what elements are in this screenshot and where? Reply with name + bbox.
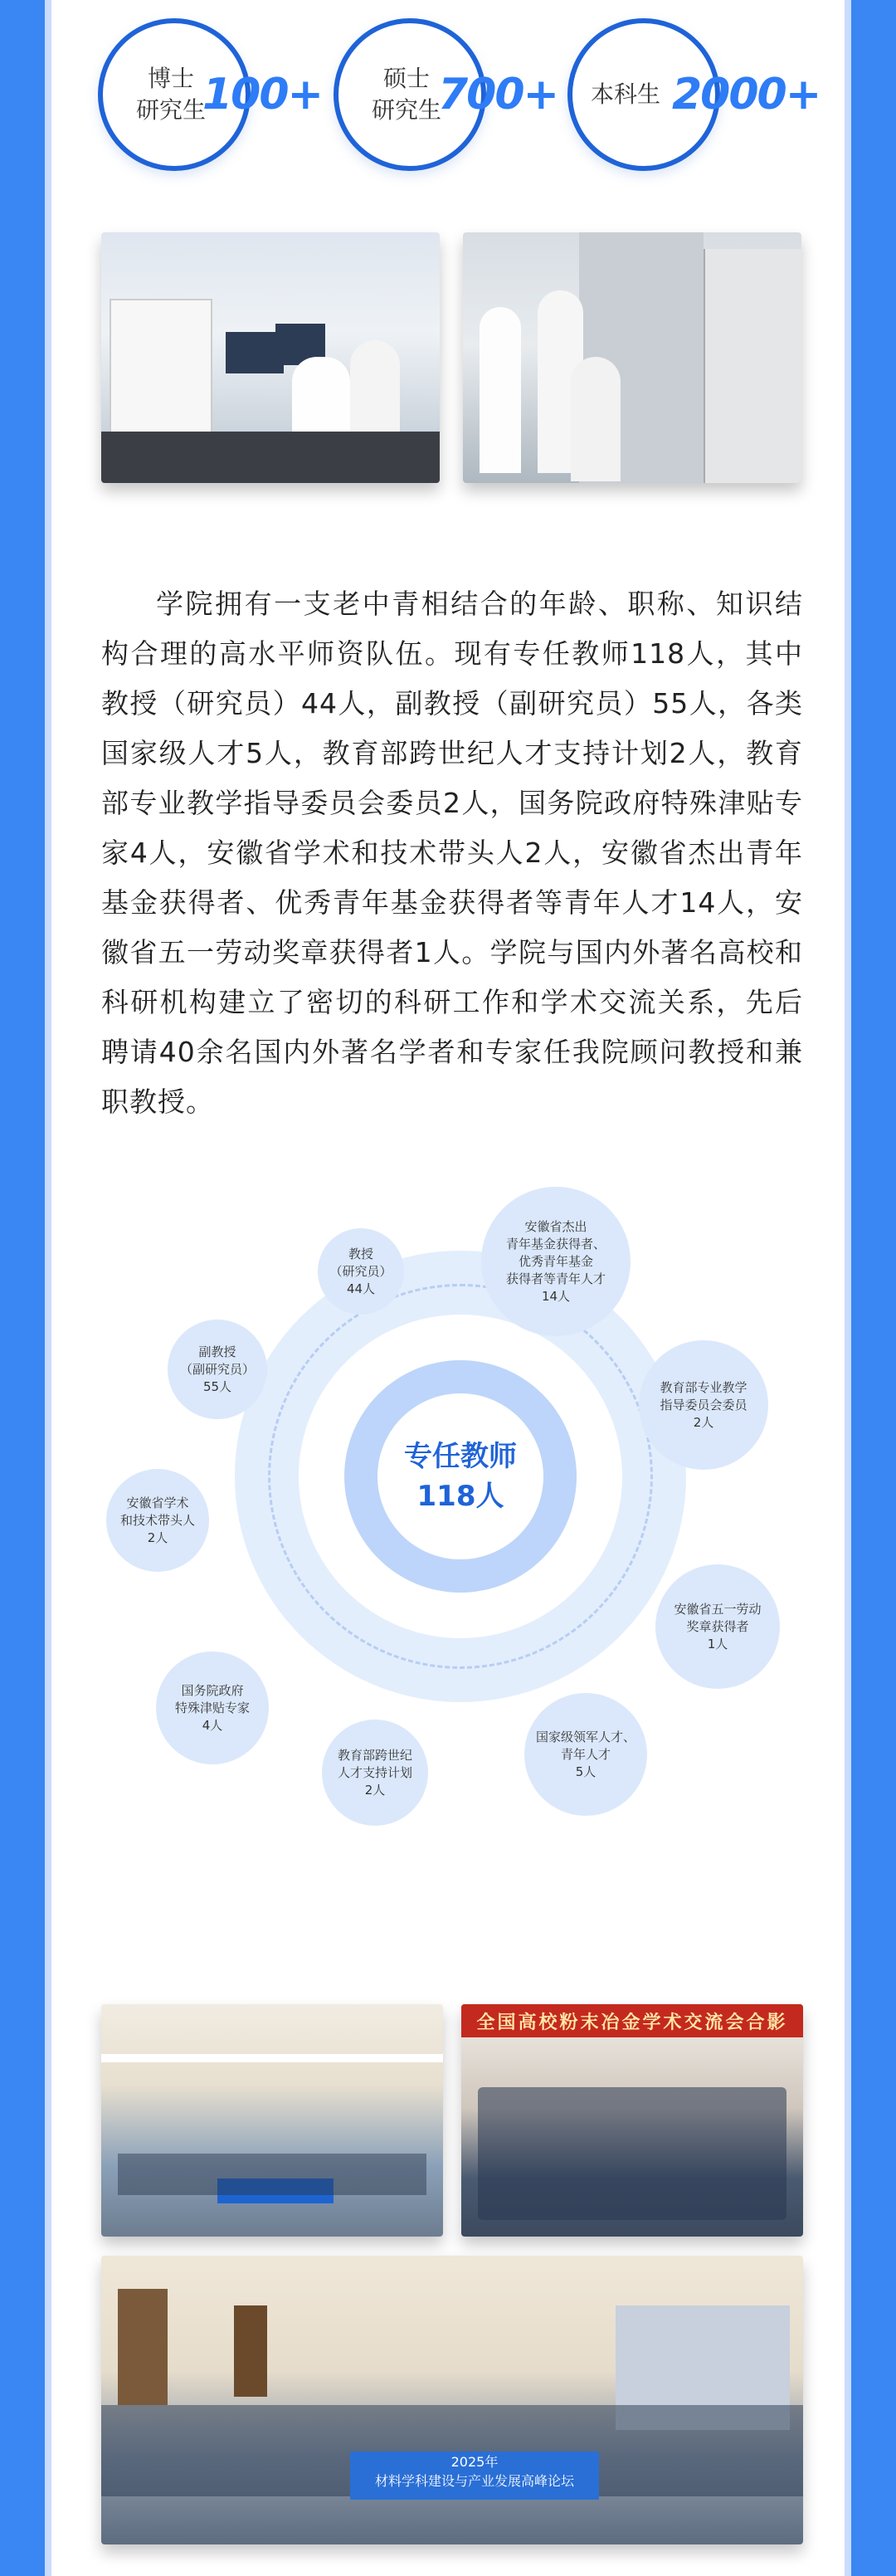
lab-photo-microscope [101,232,440,483]
bubble-professor: 教授 （研究员） 44人 [318,1228,404,1315]
right-border-bar [845,0,896,2576]
bubble-provincial-leader: 安徽省学术 和技术带头人 2人 [106,1469,209,1572]
meeting-photo-forum [101,2256,803,2544]
bubble-national-talent: 国家级领军人才、 青年人才 5人 [524,1693,647,1816]
stat-label-line2: 研究生 [136,96,207,124]
stat-value: 2000+ [672,70,821,120]
bubble-cross-century-talent: 教育部跨世纪 人才支持计划 2人 [322,1720,428,1826]
bubble-teaching-committee: 教育部专业教学 指导委员会委员 2人 [639,1340,768,1470]
stat-label [372,63,441,126]
center-count: 118人 [416,1480,504,1513]
faculty-diagram [100,1162,813,1826]
stat-label [136,63,206,126]
stat-label-line2: 研究生 [372,96,442,124]
center-title: 专任教师 [404,1440,517,1473]
bubble-associate-professor: 副教授 （副研究员） 55人 [168,1320,267,1419]
stat-phd [98,18,322,171]
stat-undergrad [567,18,820,171]
forum-banner [350,2452,599,2500]
stat-value: 700+ [438,70,558,120]
faculty-intro-paragraph: 学院拥有一支老中青相结合的年龄、职称、知识结构合理的高水平师资队伍。现有专任教师118人，其中教授（研究员）44人，副教授（副研究员）55人，各类国家级人才5人，教育部跨世纪人才支持计划2人，教育部专业教学指导委员会委员2人，国务院政府特殊津贴专家4人，安徽省学术和技术带头人2人，安徽省杰出青年基金获得者、优秀青年基金获得者等青年人才14人，安徽省五一劳动奖章获得者1人。学院与国内外著名高校和科研机构建立了密切的科研工作和学术交流关系，先后聘请40余名国内外著名学者和专家任我院顾问教授和兼职教授。 [101,588,803,1118]
stat-label-line1: 博士 [148,65,195,92]
stat-label-line1: 硕士 [383,65,431,92]
bubble-young-talent: 安徽省杰出 青年基金获得者、 优秀青年基金 获得者等青年人才 14人 [481,1187,631,1336]
left-border-bar [0,0,51,2576]
bubble-state-council-expert: 国务院政府 特殊津贴专家 4人 [156,1651,269,1764]
stat-master [334,18,558,171]
stat-label [591,79,660,110]
stat-label-line1: 本科生 [591,80,661,108]
center-total [377,1393,543,1559]
lab-photo-equipment [463,232,801,483]
stat-value: 100+ [202,70,323,120]
bubble-labor-medal: 安徽省五一劳动 奖章获得者 1人 [655,1564,780,1689]
forum-banner-year: 2025年 [450,2454,499,2470]
forum-banner-title: 材料学科建设与产业发展高峰论坛 [374,2473,574,2489]
student-stats [98,18,821,184]
meeting-photo-group [461,2004,803,2237]
meeting-photo-hall [101,2004,443,2237]
photo-banner-title: 全国高校粉末冶金学术交流会合影 [461,2004,803,2037]
